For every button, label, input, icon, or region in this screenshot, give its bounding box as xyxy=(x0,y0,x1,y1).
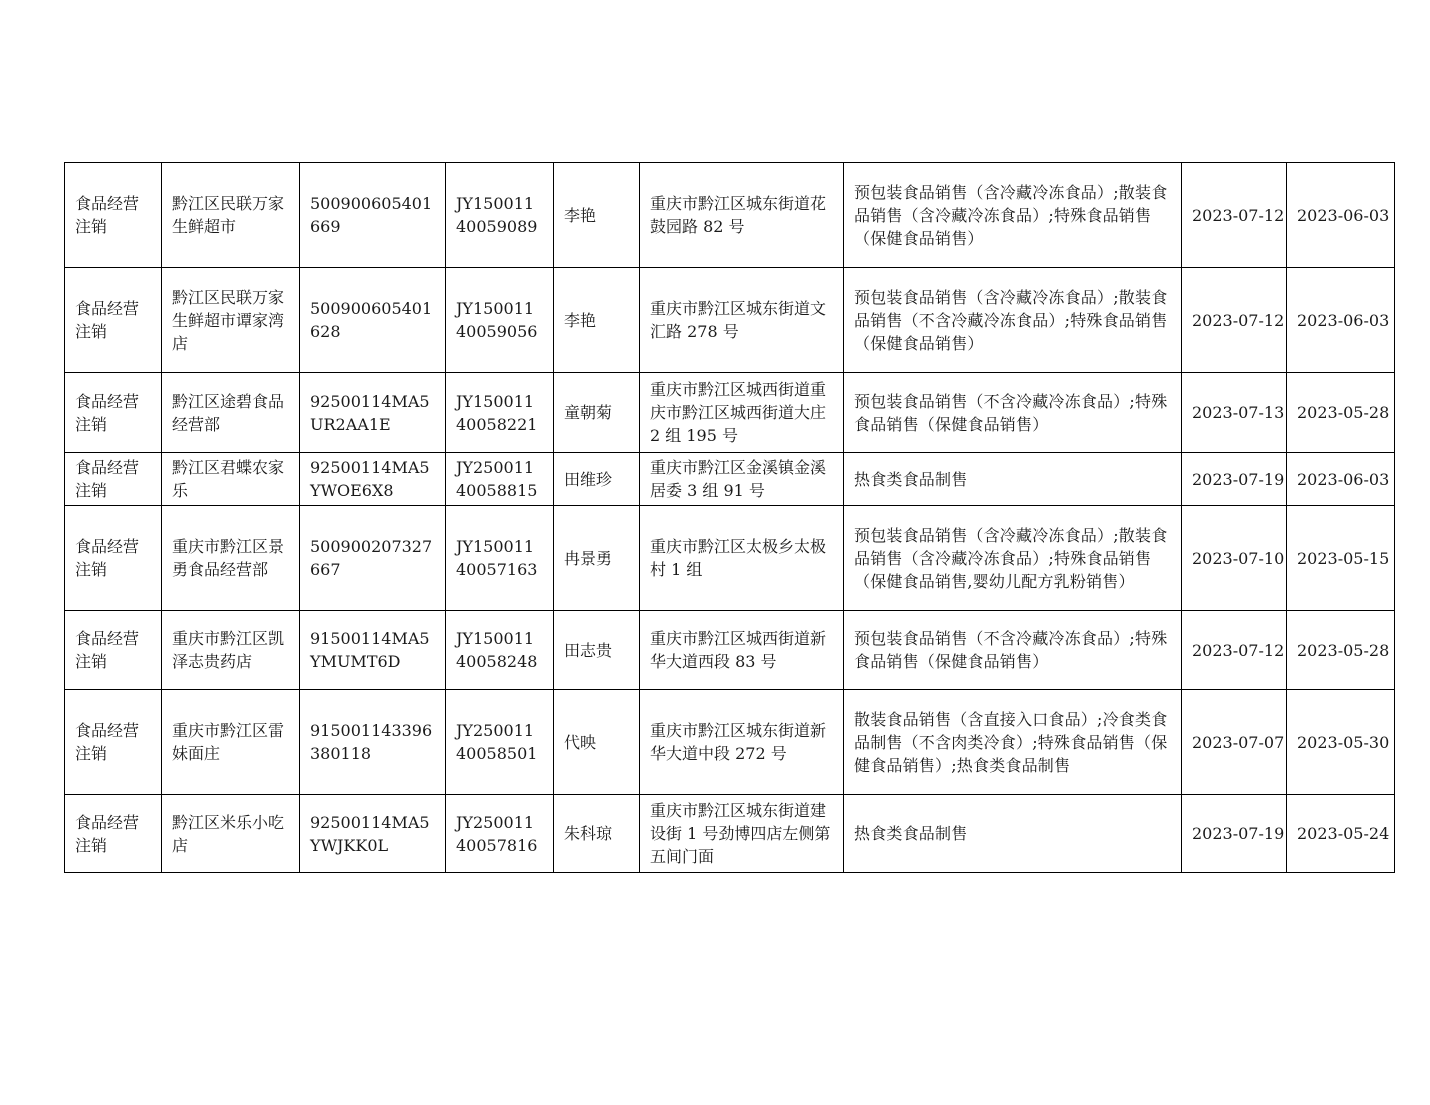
credit-code-cell: 92500114MA5UR2AA1E xyxy=(300,373,446,453)
category-cell: 食品经营注销 xyxy=(65,453,162,506)
expiry-date-cell: 2023-05-24 xyxy=(1287,795,1395,873)
license-number-cell: JY15001140059056 xyxy=(446,268,554,373)
business-scope-cell: 预包装食品销售（含冷藏冷冻食品）;散装食品销售（不含冷藏冷冻食品）;特殊食品销售（保健食品销售） xyxy=(844,268,1182,373)
cancel-date-cell: 2023-07-13 xyxy=(1182,373,1287,453)
business-name-cell: 黔江区民联万家生鲜超市 xyxy=(162,163,300,268)
legal-representative-cell: 代映 xyxy=(554,690,640,795)
legal-representative-cell: 田维珍 xyxy=(554,453,640,506)
category-cell: 食品经营注销 xyxy=(65,163,162,268)
address-cell: 重庆市黔江区城西街道新华大道西段 83 号 xyxy=(640,611,844,690)
category-cell: 食品经营注销 xyxy=(65,373,162,453)
legal-representative-cell: 田志贵 xyxy=(554,611,640,690)
business-scope-cell: 热食类食品制售 xyxy=(844,795,1182,873)
business-name-cell: 重庆市黔江区凯泽志贵药店 xyxy=(162,611,300,690)
credit-code-cell: 500900605401628 xyxy=(300,268,446,373)
address-cell: 重庆市黔江区城西街道重庆市黔江区城西街道大庄 2 组 195 号 xyxy=(640,373,844,453)
address-cell: 重庆市黔江区城东街道文汇路 278 号 xyxy=(640,268,844,373)
business-name-cell: 黔江区途碧食品经营部 xyxy=(162,373,300,453)
business-scope-cell: 热食类食品制售 xyxy=(844,453,1182,506)
business-name-cell: 黔江区君蝶农家乐 xyxy=(162,453,300,506)
category-cell: 食品经营注销 xyxy=(65,268,162,373)
table-row xyxy=(65,795,1395,873)
address-cell: 重庆市黔江区金溪镇金溪居委 3 组 91 号 xyxy=(640,453,844,506)
business-name-cell: 黔江区民联万家生鲜超市谭家湾店 xyxy=(162,268,300,373)
table-row xyxy=(65,453,1395,506)
license-number-cell: JY15001140058221 xyxy=(446,373,554,453)
table-row xyxy=(65,268,1395,373)
legal-representative-cell: 冉景勇 xyxy=(554,506,640,611)
legal-representative-cell: 朱科琼 xyxy=(554,795,640,873)
business-scope-cell: 预包装食品销售（不含冷藏冷冻食品）;特殊食品销售（保健食品销售） xyxy=(844,373,1182,453)
cancel-date-cell: 2023-07-12 xyxy=(1182,268,1287,373)
license-number-cell: JY15001140058248 xyxy=(446,611,554,690)
license-number-cell: JY15001140059089 xyxy=(446,163,554,268)
business-scope-cell: 散装食品销售（含直接入口食品）;冷食类食品制售（不含肉类冷食）;特殊食品销售（保健食品销售）;热食类食品制售 xyxy=(844,690,1182,795)
business-name-cell: 重庆市黔江区景勇食品经营部 xyxy=(162,506,300,611)
legal-representative-cell: 李艳 xyxy=(554,268,640,373)
license-number-cell: JY15001140057163 xyxy=(446,506,554,611)
cancel-date-cell: 2023-07-07 xyxy=(1182,690,1287,795)
expiry-date-cell: 2023-05-28 xyxy=(1287,373,1395,453)
business-name-cell: 重庆市黔江区雷妹面庄 xyxy=(162,690,300,795)
table-row xyxy=(65,506,1395,611)
credit-code-cell: 915001143396380118 xyxy=(300,690,446,795)
business-scope-cell: 预包装食品销售（含冷藏冷冻食品）;散装食品销售（含冷藏冷冻食品）;特殊食品销售（保健食品销售） xyxy=(844,163,1182,268)
address-cell: 重庆市黔江区城东街道花鼓园路 82 号 xyxy=(640,163,844,268)
credit-code-cell: 92500114MA5YWOE6X8 xyxy=(300,453,446,506)
legal-representative-cell: 李艳 xyxy=(554,163,640,268)
legal-representative-cell: 童朝菊 xyxy=(554,373,640,453)
category-cell: 食品经营注销 xyxy=(65,795,162,873)
credit-code-cell: 500900605401669 xyxy=(300,163,446,268)
credit-code-cell: 500900207327667 xyxy=(300,506,446,611)
license-number-cell: JY25001140058501 xyxy=(446,690,554,795)
cancel-date-cell: 2023-07-10 xyxy=(1182,506,1287,611)
category-cell: 食品经营注销 xyxy=(65,611,162,690)
credit-code-cell: 92500114MA5YWJKK0L xyxy=(300,795,446,873)
cancel-date-cell: 2023-07-12 xyxy=(1182,163,1287,268)
category-cell: 食品经营注销 xyxy=(65,690,162,795)
cancellation-records-table xyxy=(64,162,1395,873)
business-scope-cell: 预包装食品销售（不含冷藏冷冻食品）;特殊食品销售（保健食品销售） xyxy=(844,611,1182,690)
expiry-date-cell: 2023-05-28 xyxy=(1287,611,1395,690)
license-number-cell: JY25001140057816 xyxy=(446,795,554,873)
cancel-date-cell: 2023-07-19 xyxy=(1182,795,1287,873)
address-cell: 重庆市黔江区太极乡太极村 1 组 xyxy=(640,506,844,611)
table-row xyxy=(65,373,1395,453)
cancel-date-cell: 2023-07-19 xyxy=(1182,453,1287,506)
license-number-cell: JY25001140058815 xyxy=(446,453,554,506)
credit-code-cell: 91500114MA5YMUMT6D xyxy=(300,611,446,690)
table-row xyxy=(65,163,1395,268)
category-cell: 食品经营注销 xyxy=(65,506,162,611)
business-scope-cell: 预包装食品销售（含冷藏冷冻食品）;散装食品销售（含冷藏冷冻食品）;特殊食品销售（保健食品销售,婴幼儿配方乳粉销售） xyxy=(844,506,1182,611)
address-cell: 重庆市黔江区城东街道新华大道中段 272 号 xyxy=(640,690,844,795)
expiry-date-cell: 2023-06-03 xyxy=(1287,453,1395,506)
expiry-date-cell: 2023-06-03 xyxy=(1287,163,1395,268)
expiry-date-cell: 2023-05-30 xyxy=(1287,690,1395,795)
table-row xyxy=(65,690,1395,795)
business-name-cell: 黔江区米乐小吃店 xyxy=(162,795,300,873)
table-row xyxy=(65,611,1395,690)
address-cell: 重庆市黔江区城东街道建设街 1 号劲博四店左侧第五间门面 xyxy=(640,795,844,873)
expiry-date-cell: 2023-06-03 xyxy=(1287,268,1395,373)
cancel-date-cell: 2023-07-12 xyxy=(1182,611,1287,690)
expiry-date-cell: 2023-05-15 xyxy=(1287,506,1395,611)
